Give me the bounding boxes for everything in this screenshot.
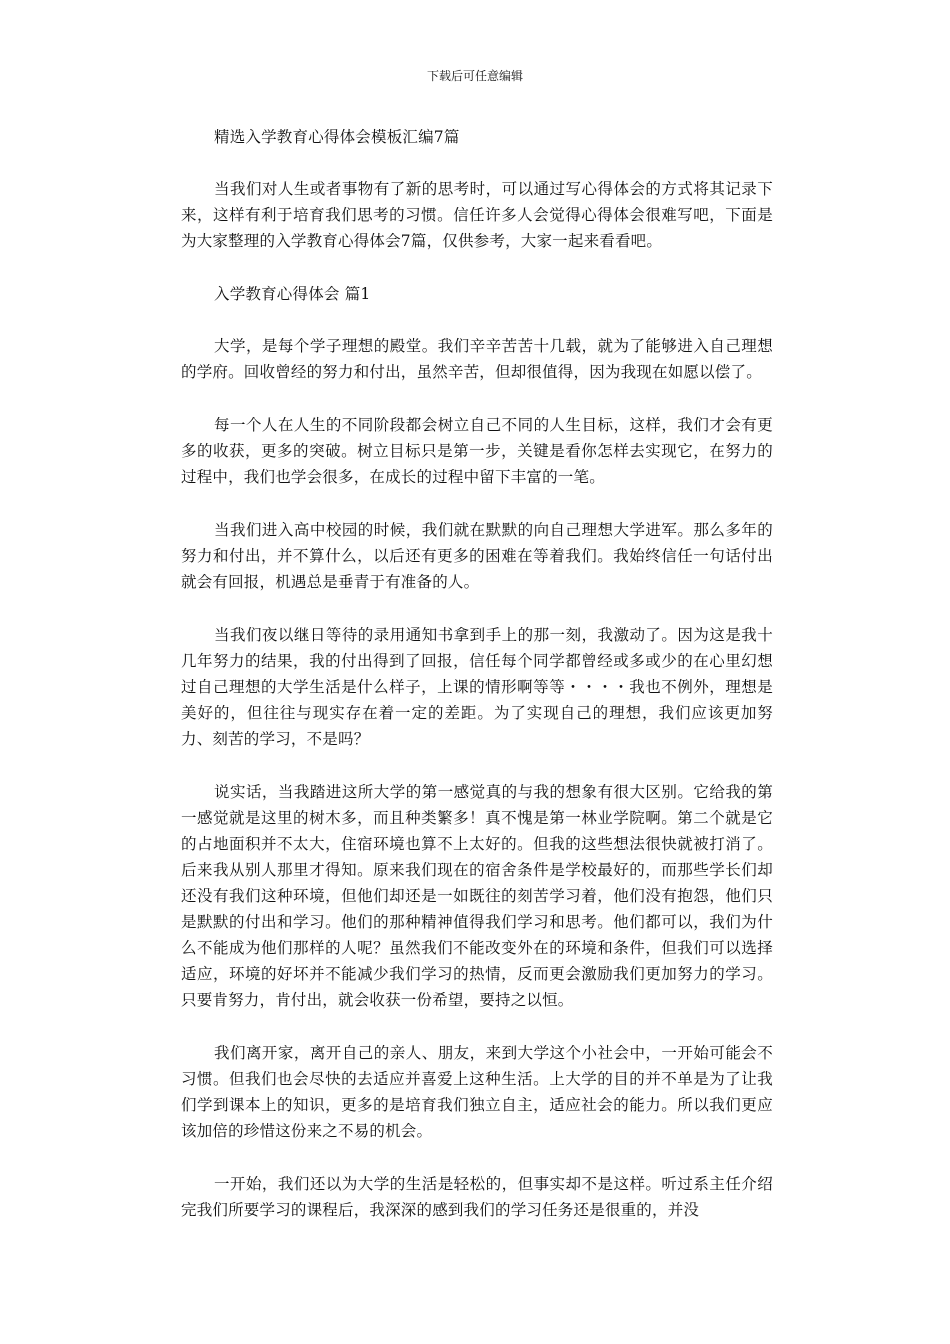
body-paragraph: 大学，是每个学子理想的殿堂。我们辛辛苦苦十几载，就为了能够进入自己理想的学府。回收曾经的努力和付出，虽然辛苦，但却很值得，因为我现在如愿以偿了。: [181, 337, 773, 381]
section-heading: 入学教育心得体会 篇1: [214, 285, 371, 303]
body-paragraph: 一开始，我们还以为大学的生活是轻松的，但事实却不是这样。听过系主任介绍完我们所要学习的课程后，我深深的感到我们的学习任务还是很重的，并没: [181, 1175, 773, 1219]
document-title: 精选入学教育心得体会模板汇编7篇: [214, 128, 460, 146]
body-paragraph: 当我们进入高中校园的时候，我们就在默默的向自己理想大学进军。那么多年的努力和付出，并不算什么，以后还有更多的困难在等着我们。我始终信任一句话付出就会有回报，机遇总是垂青于有准备的人。: [181, 521, 773, 591]
document-body: [181, 124, 773, 1250]
body-paragraph: 当我们夜以继日等待的录用通知书拿到手上的那一刻，我激动了。因为这是我十几年努力的结果，我的付出得到了回报，信任每个同学都曾经或多或少的在心里幻想过自己理想的大学生活是什么样子，上课的情形啊等等・・・・我也不例外，理想是美好的，但往往与现实存在着一定的差距。为了实现自己的理想，我们应该更加努力、刻苦的学习，不是吗？: [181, 626, 773, 748]
page-header-note: 下载后可任意编辑: [426, 69, 523, 83]
body-paragraph: 每一个人在人生的不同阶段都会树立自己不同的人生目标，这样，我们才会有更多的收获，更多的突破。树立目标只是第一步，关键是看你怎样去实现它，在努力的过程中，我们也学会很多，在成长的过程中留下丰富的一笔。: [181, 416, 773, 486]
intro-paragraph: 当我们对人生或者事物有了新的思考时，可以通过写心得体会的方式将其记录下来，这样有利于培育我们思考的习惯。信任许多人会觉得心得体会很难写吧，下面是为大家整理的入学教育心得体会7篇，仅供参考，大家一起来看看吧。: [181, 180, 773, 250]
body-paragraph: 说实话，当我踏进这所大学的第一感觉真的与我的想象有很大区别。它给我的第一感觉就是这里的树木多，而且种类繁多！真不愧是第一林业学院啊。第二个就是它的占地面积并不太大，住宿环境也算不上太好的。但我的这些想法很快就被打消了。后来我从别人那里才得知。原来我们现在的宿舍条件是学校最好的，而那些学长们却还没有我们这种环境，但他们却还是一如既往的刻苦学习着，他们没有抱怨，他们只是默默的付出和学习。他们的那种精神值得我们学习和思考。他们都可以，我们为什么不能成为他们那样的人呢？虽然我们不能改变外在的环境和条件，但我们可以选择适应，环境的好坏并不能减少我们学习的热情，反而更会激励我们更加努力的学习。只要肯努力，肯付出，就会收获一份希望，要持之以恒。: [181, 783, 773, 1009]
body-paragraph: 我们离开家，离开自己的亲人、朋友，来到大学这个小社会中，一开始可能会不习惯。但我们也会尽快的去适应并喜爱上这种生活。上大学的目的并不单是为了让我们学到课本上的知识，更多的是培育我们独立自主，适应社会的能力。所以我们更应该加倍的珍惜这份来之不易的机会。: [181, 1044, 773, 1140]
